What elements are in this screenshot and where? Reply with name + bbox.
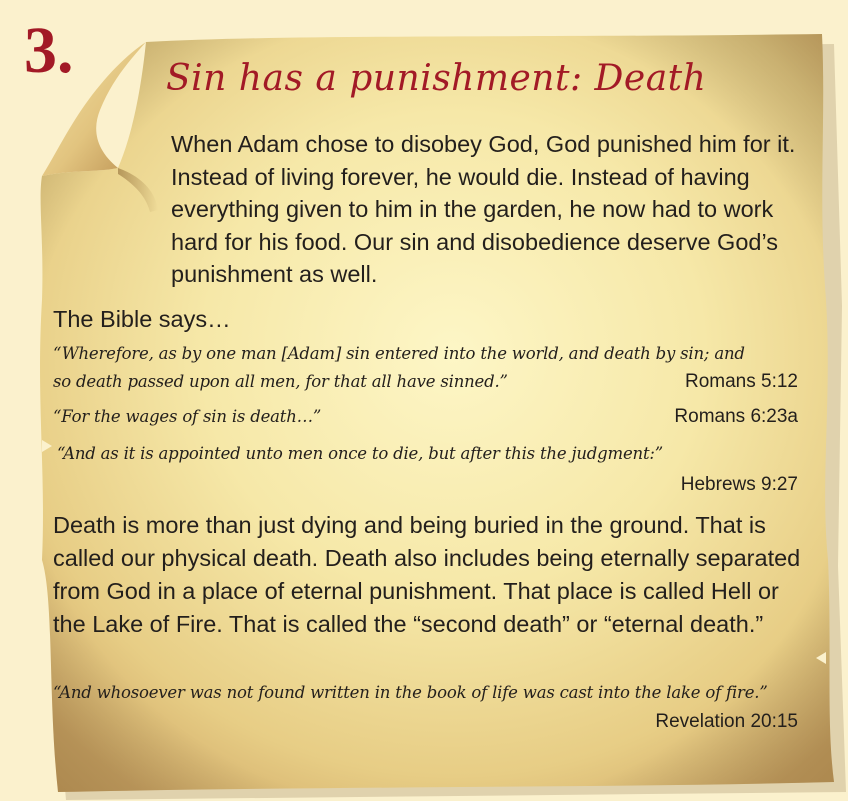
verse-reference: Hebrews 9:27 [680,474,798,495]
final-verse-text: “And whosoever was not found written in the book of life was cast into the lake of fire.” [53,683,768,702]
intro-paragraph: When Adam chose to disobey God, God punished him for it. Instead of living forever, he would die. Instead of having everything given to him in the garden, he now had to work hard for his food. Our sin and disobedience deserve God’s punishment as well. [171,131,796,288]
page-title: Sin has a punishment: Death [166,58,707,99]
final-verse-reference: Revelation 20:15 [655,711,798,732]
verse-text-line: so death passed upon all men, for that all have sinned.” [53,372,508,391]
step-number: 3. [24,14,74,87]
verse-reference: Romans 6:23a [674,406,798,427]
verse-reference: Romans 5:12 [684,371,798,392]
verse-text-line: “And as it is appointed unto men once to die, but after this the judgment:” [57,444,663,463]
bible-says-label: The Bible says… [53,306,231,332]
death-paragraph: Death is more than just dying and being buried in the ground. That is called our physical death. Death also includes being eternally separated from God in a place of eternal punishment. That place is called Hell or the Lake of Fire. That is called the “second death” or “eternal death.” [53,512,801,637]
verse-text-line: “Wherefore, as by one man [Adam] sin entered into the world, and death by sin; and [53,344,745,363]
verse-text-line: “For the wages of sin is death…” [53,407,322,426]
